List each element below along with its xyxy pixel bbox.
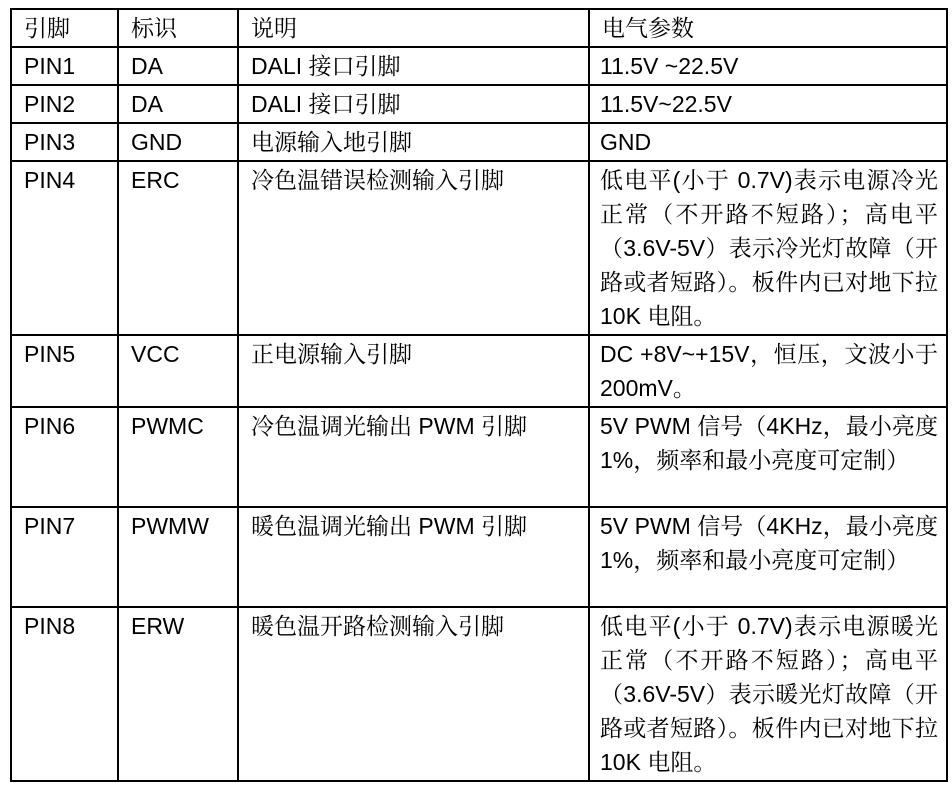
cell-pin: PIN7 <box>11 507 118 607</box>
cell-params: GND <box>589 123 947 161</box>
cell-params: 低电平(小于 0.7V)表示电源冷光正常（不开路不短路）；高电平（3.6V-5V）表示冷光灯故障（开路或者短路）。板件内已对地下拉 10K 电阻。 <box>589 161 947 335</box>
cell-desc: 正电源输入引脚 <box>238 335 589 407</box>
table-row <box>11 607 947 781</box>
pin-definition-table <box>10 8 948 782</box>
cell-mark: PWMC <box>118 407 238 507</box>
table-header-row <box>11 9 947 47</box>
cell-params: 5V PWM 信号（4KHz，最小亮度 1%，频率和最小亮度可定制） <box>589 507 947 607</box>
table-row <box>11 507 947 607</box>
cell-mark: ERW <box>118 607 238 781</box>
cell-params: 低电平(小于 0.7V)表示电源暖光正常（不开路不短路）；高电平（3.6V-5V）表示暖光灯故障（开路或者短路）。板件内已对地下拉 10K 电阻。 <box>589 607 947 781</box>
cell-pin: PIN2 <box>11 85 118 123</box>
cell-mark: DA <box>118 85 238 123</box>
table-row <box>11 161 947 335</box>
cell-mark: GND <box>118 123 238 161</box>
cell-pin: PIN6 <box>11 407 118 507</box>
table-row <box>11 123 947 161</box>
col-header-params: 电气参数 <box>589 9 947 47</box>
table-row <box>11 47 947 85</box>
table-row <box>11 407 947 507</box>
col-header-mark: 标识 <box>118 9 238 47</box>
cell-mark: DA <box>118 47 238 85</box>
cell-params: 5V PWM 信号（4KHz，最小亮度 1%，频率和最小亮度可定制） <box>589 407 947 507</box>
cell-pin: PIN8 <box>11 607 118 781</box>
cell-mark: ERC <box>118 161 238 335</box>
cell-pin: PIN4 <box>11 161 118 335</box>
cell-params: DC +8V~+15V，恒压，文波小于 200mV。 <box>589 335 947 407</box>
cell-pin: PIN5 <box>11 335 118 407</box>
cell-desc: 冷色温错误检测输入引脚 <box>238 161 589 335</box>
col-header-desc: 说明 <box>238 9 589 47</box>
cell-desc: 暖色温调光输出 PWM 引脚 <box>238 507 589 607</box>
table-row <box>11 85 947 123</box>
cell-pin: PIN1 <box>11 47 118 85</box>
cell-mark: PWMW <box>118 507 238 607</box>
cell-params: 11.5V ~22.5V <box>589 47 947 85</box>
cell-desc: DALI 接口引脚 <box>238 85 589 123</box>
cell-params: 11.5V~22.5V <box>589 85 947 123</box>
cell-desc: 冷色温调光输出 PWM 引脚 <box>238 407 589 507</box>
cell-desc: 暖色温开路检测输入引脚 <box>238 607 589 781</box>
cell-desc: 电源输入地引脚 <box>238 123 589 161</box>
cell-mark: VCC <box>118 335 238 407</box>
table-row <box>11 335 947 407</box>
col-header-pin: 引脚 <box>11 9 118 47</box>
cell-pin: PIN3 <box>11 123 118 161</box>
cell-desc: DALI 接口引脚 <box>238 47 589 85</box>
